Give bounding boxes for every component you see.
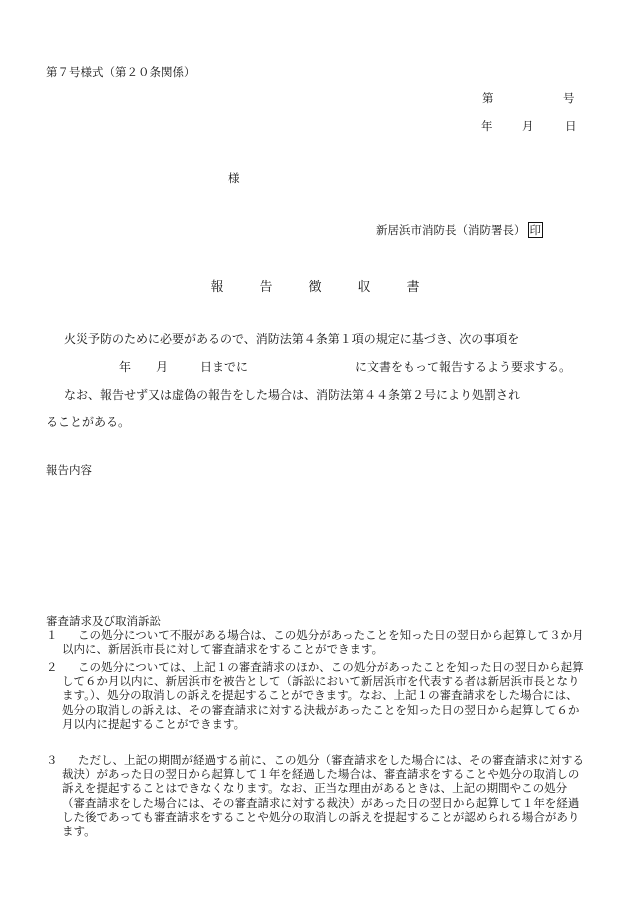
appeal-item: [46, 753, 586, 838]
title-char: 報: [210, 280, 242, 295]
deadline-day-label: 日までに: [200, 360, 249, 374]
issuer: [376, 222, 543, 238]
body-line-2-rest: に文書をもって報告するよう要求する。: [355, 360, 572, 374]
title-char: 徴: [308, 280, 340, 295]
deadline-year-label: 年: [119, 360, 132, 374]
title-char: 収: [357, 280, 389, 295]
appeal-heading: 審査請求及び取消訴訟: [46, 614, 161, 628]
appeal-item: [46, 628, 586, 656]
date-month-label: 月: [522, 119, 534, 133]
date-day-label: 日: [565, 119, 577, 133]
appeal-item-text: この処分については、上記１の審査請求のほか、この処分があったことを知った日の翌日から起算して６か月以内に、新居浜市を被告として（訴訟において新居浜市を代表する者は新居浜市長となります。）、処分の取消しの訴えを提起することができます。なお、上記１の審査請求をした場合には、処分の取消しの訴えは、その審査請求に対する決裁があったことを知った日の翌日から起算して６か月以内に提起することができます。: [62, 660, 584, 731]
document-number-prefix: 第: [482, 91, 494, 105]
date-year-label: 年: [481, 119, 493, 133]
seal-mark: 印: [529, 223, 541, 237]
body-line-3: なお、報告せず又は虚偽の報告をした場合は、消防法第４４条第２号により処罰され: [64, 388, 521, 402]
appeal-item-text: この処分について不服がある場合は、この処分があったことを知った日の翌日から起算して３か月以内に、新居浜市長に対して審査請求をすることができます。: [62, 628, 584, 657]
appeal-item-number: ３: [46, 753, 58, 767]
document-title: [0, 276, 630, 295]
addressee-suffix: 様: [228, 171, 240, 185]
title-char: 書: [406, 280, 438, 295]
appeal-item-text: ただし、上記の期間が経過する前に、この処分（審査請求をした場合には、その審査請求に対する裁決）があった日の翌日から起算して１年を経過した場合は、審査請求をすることや処分の取消しの訴えを提起することはできなくなります。なお、正当な理由があるときは、上記の期間やこの処分（審査請求をした場合には、その審査請求に対する裁決）があった日の翌日から起算して１年を経過した後であっても審査請求をすることや処分の取消しの訴えを提起することが認められる場合があります。: [62, 753, 584, 839]
appeal-item: [46, 660, 586, 731]
body-line-1: 火災予防のために必要があるので、消防法第４条第１項の規定に基づき、次の事項を: [64, 332, 520, 346]
deadline-month-label: 月: [156, 360, 169, 374]
body-line-4: ることがある。: [46, 415, 131, 429]
appeal-item-number: ２: [46, 660, 58, 674]
report-content-label: 報告内容: [46, 463, 92, 477]
form-number: 第７号様式（第２０条関係）: [46, 65, 196, 79]
title-char: 告: [259, 280, 291, 295]
issuer-name: 新居浜市消防長（消防署長）: [376, 223, 526, 237]
appeal-item-number: １: [46, 628, 58, 642]
document-number-suffix: 号: [563, 91, 575, 105]
